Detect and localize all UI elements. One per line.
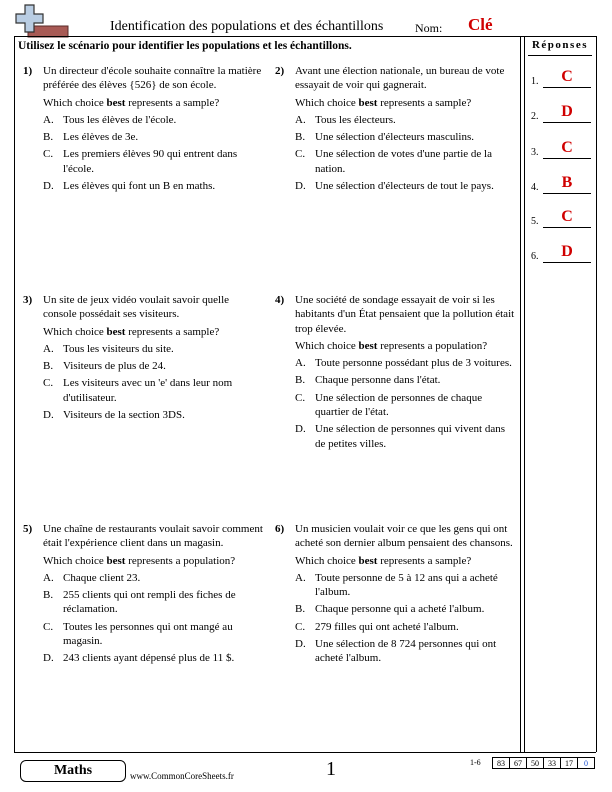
option-text: Une sélection d'électeurs masculins. xyxy=(315,131,474,144)
page-number: 1 xyxy=(326,758,336,780)
score-cell: 0 xyxy=(578,757,595,769)
question-prompt xyxy=(295,554,515,568)
question-prompt xyxy=(43,554,263,568)
question-text: Avant une élection nationale, un bureau de vote essayait de voir qui gagnerait. xyxy=(295,65,505,92)
prompt-emphasis: best xyxy=(106,96,126,109)
frame-left-border xyxy=(14,36,15,752)
website-url[interactable]: www.CommonCoreSheets.fr xyxy=(130,771,234,781)
option-letter: B. xyxy=(295,603,306,616)
answer-column-divider xyxy=(520,36,521,752)
option-letter: A. xyxy=(295,113,306,126)
answer-line xyxy=(543,262,591,263)
option-text: Visiteurs de la section 3DS. xyxy=(63,409,185,422)
prompt-emphasis: best xyxy=(358,339,378,352)
option-letter: A. xyxy=(295,357,306,370)
question-6 xyxy=(275,522,515,669)
option-text: Tous les visiteurs du site. xyxy=(63,342,174,355)
prompt-text: Which choice xyxy=(295,339,359,352)
subject-badge: Maths xyxy=(20,760,126,782)
prompt-text: Which choice xyxy=(43,96,107,109)
option-d[interactable] xyxy=(43,179,263,193)
answer-number: 1. xyxy=(531,76,539,87)
question-number: 4) xyxy=(275,294,285,306)
question-prompt xyxy=(43,96,263,110)
answer-line xyxy=(543,158,591,159)
prompt-text: represents a sample? xyxy=(125,325,220,338)
option-text: 279 filles qui ont acheté l'album. xyxy=(315,620,459,633)
answer-row-3 xyxy=(531,141,593,161)
frame-right-border xyxy=(596,36,597,752)
prompt-emphasis: best xyxy=(358,96,378,109)
option-text: 255 clients qui ont rempli des fiches de réclamation. xyxy=(63,589,236,616)
option-d[interactable] xyxy=(295,179,515,193)
option-a[interactable] xyxy=(295,113,515,127)
option-text: Les premiers élèves 90 qui entrent dans l'école. xyxy=(63,148,238,175)
answer-row-2 xyxy=(531,105,593,125)
option-letter: D. xyxy=(43,180,54,193)
prompt-text: Which choice xyxy=(295,96,359,109)
question-prompt xyxy=(295,339,515,353)
question-5 xyxy=(23,522,263,669)
option-letter: A. xyxy=(295,571,306,584)
name-value: Clé xyxy=(468,15,493,34)
answer-number: 5. xyxy=(531,216,539,227)
answer-number: 3. xyxy=(531,147,539,158)
score-cell: 67 xyxy=(510,757,527,769)
question-2 xyxy=(275,64,515,196)
option-letter: D. xyxy=(295,180,306,193)
prompt-text: Which choice xyxy=(43,325,107,338)
option-letter: B. xyxy=(43,360,54,373)
option-text: 243 clients ayant dépensé plus de 11 $. xyxy=(63,652,235,665)
option-d[interactable] xyxy=(295,422,515,451)
option-b[interactable] xyxy=(43,359,263,373)
answers-title-underline xyxy=(528,55,592,56)
question-number: 2) xyxy=(275,65,285,77)
option-text: Une sélection de personnes de chaque quartier de l'état. xyxy=(315,391,483,419)
answer-column-divider-inner xyxy=(524,36,525,752)
answer-value[interactable]: C xyxy=(561,68,573,85)
option-text: Une sélection de personnes qui vivent dans de petites villes. xyxy=(315,423,506,450)
answer-number: 2. xyxy=(531,111,539,122)
question-number: 5) xyxy=(23,523,33,535)
option-letter: A. xyxy=(43,342,54,355)
option-text: Les élèves qui font un B en maths. xyxy=(63,180,216,193)
option-letter: B. xyxy=(43,589,54,602)
option-letter: C. xyxy=(295,391,306,404)
option-text: Visiteurs de plus de 24. xyxy=(63,360,166,373)
answer-value[interactable]: C xyxy=(561,139,573,156)
option-letter: D. xyxy=(295,423,306,436)
question-text: Un musicien voulait voir ce que les gens qui ont acheté son dernier album pensaient des chansons. xyxy=(295,523,513,550)
prompt-text: represents a population? xyxy=(125,554,236,567)
worksheet-logo xyxy=(14,4,70,38)
option-letter: D. xyxy=(43,409,54,422)
question-text: Un site de jeux vidéo voulait savoir quelle console possédait ses visiteurs. xyxy=(43,294,230,321)
option-c[interactable] xyxy=(295,391,515,420)
question-text: Une société de sondage essayait de voir si les habitants d'un État pensaient que la pollution était trop élevée. xyxy=(295,294,515,335)
option-letter: B. xyxy=(295,374,306,387)
option-text: Les élèves de 3e. xyxy=(63,131,139,144)
instructions: Utilisez le scénario pour identifier les populations et les échantillons. xyxy=(18,40,352,52)
prompt-text: Which choice xyxy=(43,554,107,567)
option-a[interactable] xyxy=(43,571,263,585)
option-text: Une sélection de 8 724 personnes qui ont acheté l'album. xyxy=(315,638,497,665)
score-cell: 50 xyxy=(527,757,544,769)
answer-line xyxy=(543,193,591,194)
option-b[interactable] xyxy=(43,588,263,617)
option-d[interactable] xyxy=(295,637,515,666)
option-letter: B. xyxy=(43,131,54,144)
answer-value[interactable]: D xyxy=(561,103,573,120)
question-number: 6) xyxy=(275,523,285,535)
prompt-text: represents a sample? xyxy=(125,96,220,109)
option-text: Toute personne possédant plus de 3 voitures. xyxy=(315,357,512,370)
option-text: Tous les élèves de l'école. xyxy=(63,113,177,126)
answer-row-5 xyxy=(531,210,593,230)
option-c[interactable] xyxy=(295,620,515,634)
question-4 xyxy=(275,293,515,454)
question-prompt xyxy=(295,96,515,110)
option-a[interactable] xyxy=(43,113,263,127)
question-text: Un directeur d'école souhaite connaître la matière préférée des élèves {526} de son école. xyxy=(43,65,262,92)
option-letter: D. xyxy=(43,652,54,665)
answer-value[interactable]: C xyxy=(561,208,573,225)
option-b[interactable] xyxy=(295,602,515,616)
prompt-emphasis: best xyxy=(106,554,126,567)
answer-row-6 xyxy=(531,245,593,265)
option-text: Une sélection de votes d'une partie de la nation. xyxy=(315,148,492,175)
score-cell: 33 xyxy=(544,757,561,769)
answer-line xyxy=(543,87,591,88)
option-letter: C. xyxy=(43,377,54,390)
option-letter: B. xyxy=(295,131,306,144)
answer-number: 4. xyxy=(531,182,539,193)
question-text: Une chaîne de restaurants voulait savoir comment était l'expérience client dans un magasin. xyxy=(43,523,263,550)
option-letter: D. xyxy=(295,638,306,651)
option-letter: A. xyxy=(43,113,54,126)
prompt-emphasis: best xyxy=(358,554,378,567)
question-1 xyxy=(23,64,263,196)
answer-line xyxy=(543,122,591,123)
question-prompt xyxy=(43,325,263,339)
option-a[interactable] xyxy=(43,342,263,356)
option-c[interactable] xyxy=(43,147,263,176)
prompt-emphasis: best xyxy=(106,325,126,338)
answers-title: Réponses xyxy=(531,39,588,51)
frame-bottom-border xyxy=(14,752,596,753)
option-text: Tous les électeurs. xyxy=(315,113,396,126)
question-3 xyxy=(23,293,263,425)
option-letter: C. xyxy=(43,620,54,633)
option-d[interactable] xyxy=(43,408,263,422)
prompt-text: represents a sample? xyxy=(377,96,472,109)
answer-value[interactable]: D xyxy=(561,243,573,260)
option-text: Toutes les personnes qui ont mangé au magasin. xyxy=(63,620,233,648)
score-cell: 83 xyxy=(492,757,510,769)
option-c[interactable] xyxy=(43,620,263,649)
answer-row-1 xyxy=(531,70,593,90)
prompt-text: represents a sample? xyxy=(377,554,472,567)
question-number: 1) xyxy=(23,65,33,77)
option-b[interactable] xyxy=(295,373,515,387)
option-text: Chaque personne dans l'état. xyxy=(315,374,441,387)
option-c[interactable] xyxy=(295,147,515,176)
option-letter: C. xyxy=(295,148,306,161)
score-table xyxy=(470,757,595,769)
option-text: Chaque personne qui a acheté l'album. xyxy=(315,603,485,616)
score-cell: 17 xyxy=(561,757,578,769)
answer-number: 6. xyxy=(531,251,539,262)
option-d[interactable] xyxy=(43,651,263,665)
question-number: 3) xyxy=(23,294,33,306)
option-a[interactable] xyxy=(295,356,515,370)
option-letter: A. xyxy=(43,571,54,584)
option-text: Les visiteurs avec un 'e' dans leur nom d'utilisateur. xyxy=(63,377,233,404)
option-b[interactable] xyxy=(295,130,515,144)
answer-value[interactable]: B xyxy=(561,174,573,191)
worksheet-title: Identification des populations et des échantillons xyxy=(110,19,384,34)
option-b[interactable] xyxy=(43,130,263,144)
option-letter: C. xyxy=(295,620,306,633)
header-divider xyxy=(14,36,596,37)
option-c[interactable] xyxy=(43,376,263,405)
option-a[interactable] xyxy=(295,571,515,600)
name-label: Nom: xyxy=(415,21,443,35)
option-letter: C. xyxy=(43,148,54,161)
answer-line xyxy=(543,227,591,228)
answer-row-4 xyxy=(531,176,593,196)
score-range: 1-6 xyxy=(470,758,481,767)
option-text: Toute personne de 5 à 12 ans qui a acheté l'album. xyxy=(315,571,498,599)
prompt-text: represents a population? xyxy=(377,339,488,352)
option-text: Chaque client 23. xyxy=(63,571,141,584)
prompt-text: Which choice xyxy=(295,554,359,567)
option-text: Une sélection d'électeurs de tout le pays. xyxy=(315,180,494,193)
